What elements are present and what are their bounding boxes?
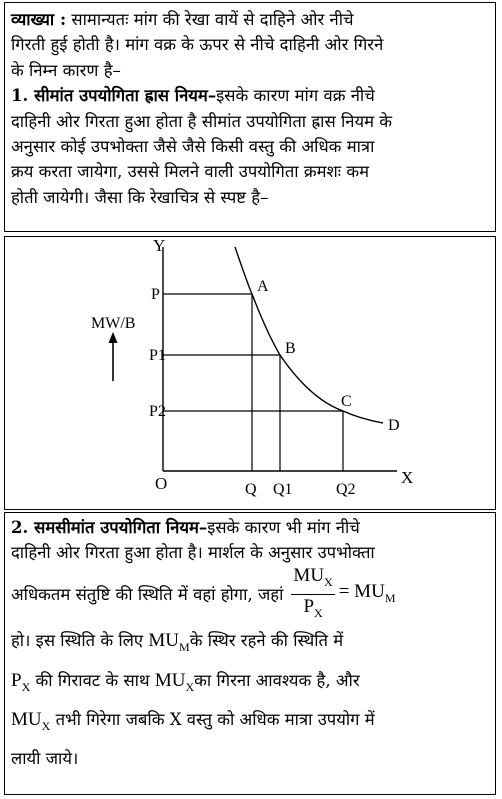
text-line: लायी जाये। <box>11 749 79 769</box>
text-line: का गिरना आवश्यक है, और <box>194 670 360 690</box>
equi-marginal-text <box>11 515 489 775</box>
text-line: क्रय करता जायेगा, उससे मिलने वाली उपयोगिता क्रमशः कम <box>11 162 370 182</box>
symbol-mu: MU <box>154 669 186 691</box>
quantity-label-q1: Q1 <box>273 481 293 498</box>
text-line: की गिरावट के साथ <box>35 670 150 690</box>
text-line: सामान्यतः मांग की रेखा वायें से दाहिने ओर नीचे <box>71 10 354 29</box>
price-label-p: P <box>151 286 160 303</box>
price-label-p2: P2 <box>149 403 166 420</box>
eq-numerator: MU <box>293 565 325 587</box>
ylabel-text: MW/B <box>91 315 136 332</box>
eq-denominator: P <box>303 595 315 617</box>
symbol-p: P <box>11 669 22 691</box>
demand-curve <box>235 247 383 423</box>
equation-line <box>11 566 489 624</box>
text-line: हो। इस स्थिति के लिए <box>11 630 144 650</box>
point-label-a: A <box>257 278 269 295</box>
text-line: होती जायेगी। जैसा कि रेखाचित्र से स्पष्ट है– <box>11 187 269 207</box>
explanation-heading: व्याख्या : <box>11 9 67 29</box>
eq-rhs: = MU <box>338 580 385 602</box>
symbol-mu: MU <box>148 629 180 651</box>
symbol-mu: MU <box>11 709 42 731</box>
eq-denominator-sub: X <box>314 605 323 620</box>
text-line: अनुसार कोई उपभोक्ता जैसे जैसे किसी वस्तु की अधिक मात्रा <box>11 137 375 157</box>
quantity-label-q: Q <box>245 481 257 498</box>
text-line: के स्थिर रहने की स्थिति में <box>189 630 344 650</box>
point-label-c: C <box>341 393 352 410</box>
point-label-b: B <box>285 340 296 357</box>
text-line: दाहिनी ओर गिरता हुआ होता है सीमांत उपयोगिता ह्रास नियम के <box>11 111 393 131</box>
symbol-sub: M <box>179 639 190 654</box>
point-label-d: D <box>388 417 400 434</box>
x-axis-label: X <box>401 468 414 487</box>
text-line: तभी गिरेगा जबकि X वस्तु को अधिक मात्रा उपयोग में <box>55 710 375 730</box>
text-line: गिरती हुई होती है। मांग वक्र के ऊपर से नीचे दाहिनी ओर गिरने <box>11 35 384 55</box>
diagram-box <box>4 236 496 510</box>
symbol-sub: X <box>41 719 51 734</box>
utility-diagram <box>5 237 494 508</box>
eq-numerator-sub: X <box>324 574 333 589</box>
eq-rhs-sub: M <box>384 590 396 605</box>
equi-marginal-box <box>4 512 496 795</box>
text-line: इसके कारण भी मांग नीचे <box>207 518 360 537</box>
origin-label: O <box>155 474 168 493</box>
text-line: इसके कारण मांग वक्र नीचे <box>216 86 375 106</box>
arrow-head-icon <box>109 332 118 343</box>
point1-title: 1. सीमांत उपयोगिता ह्रास नियम– <box>11 85 217 106</box>
point2-title: 2. समसीमांत उपयोगिता नियम– <box>11 517 208 537</box>
symbol-sub: X <box>185 679 195 694</box>
explanation-text <box>11 7 489 210</box>
equation-fraction <box>291 565 334 625</box>
price-label-p1: P1 <box>149 347 166 364</box>
explanation-box <box>4 2 496 232</box>
y-axis-label: Y <box>153 237 166 255</box>
text-line: के निम्न कारण है– <box>11 60 121 80</box>
text-line: अधिकतम संतुष्टि की स्थिति में वहां होगा, जहां <box>11 585 284 605</box>
quantity-label-q2: Q2 <box>336 481 356 498</box>
text-line: दाहिनी ओर गिरता हुआ होता है। मार्शल के अनुसार उपभोक्ता <box>11 543 375 563</box>
symbol-sub: X <box>21 679 31 694</box>
